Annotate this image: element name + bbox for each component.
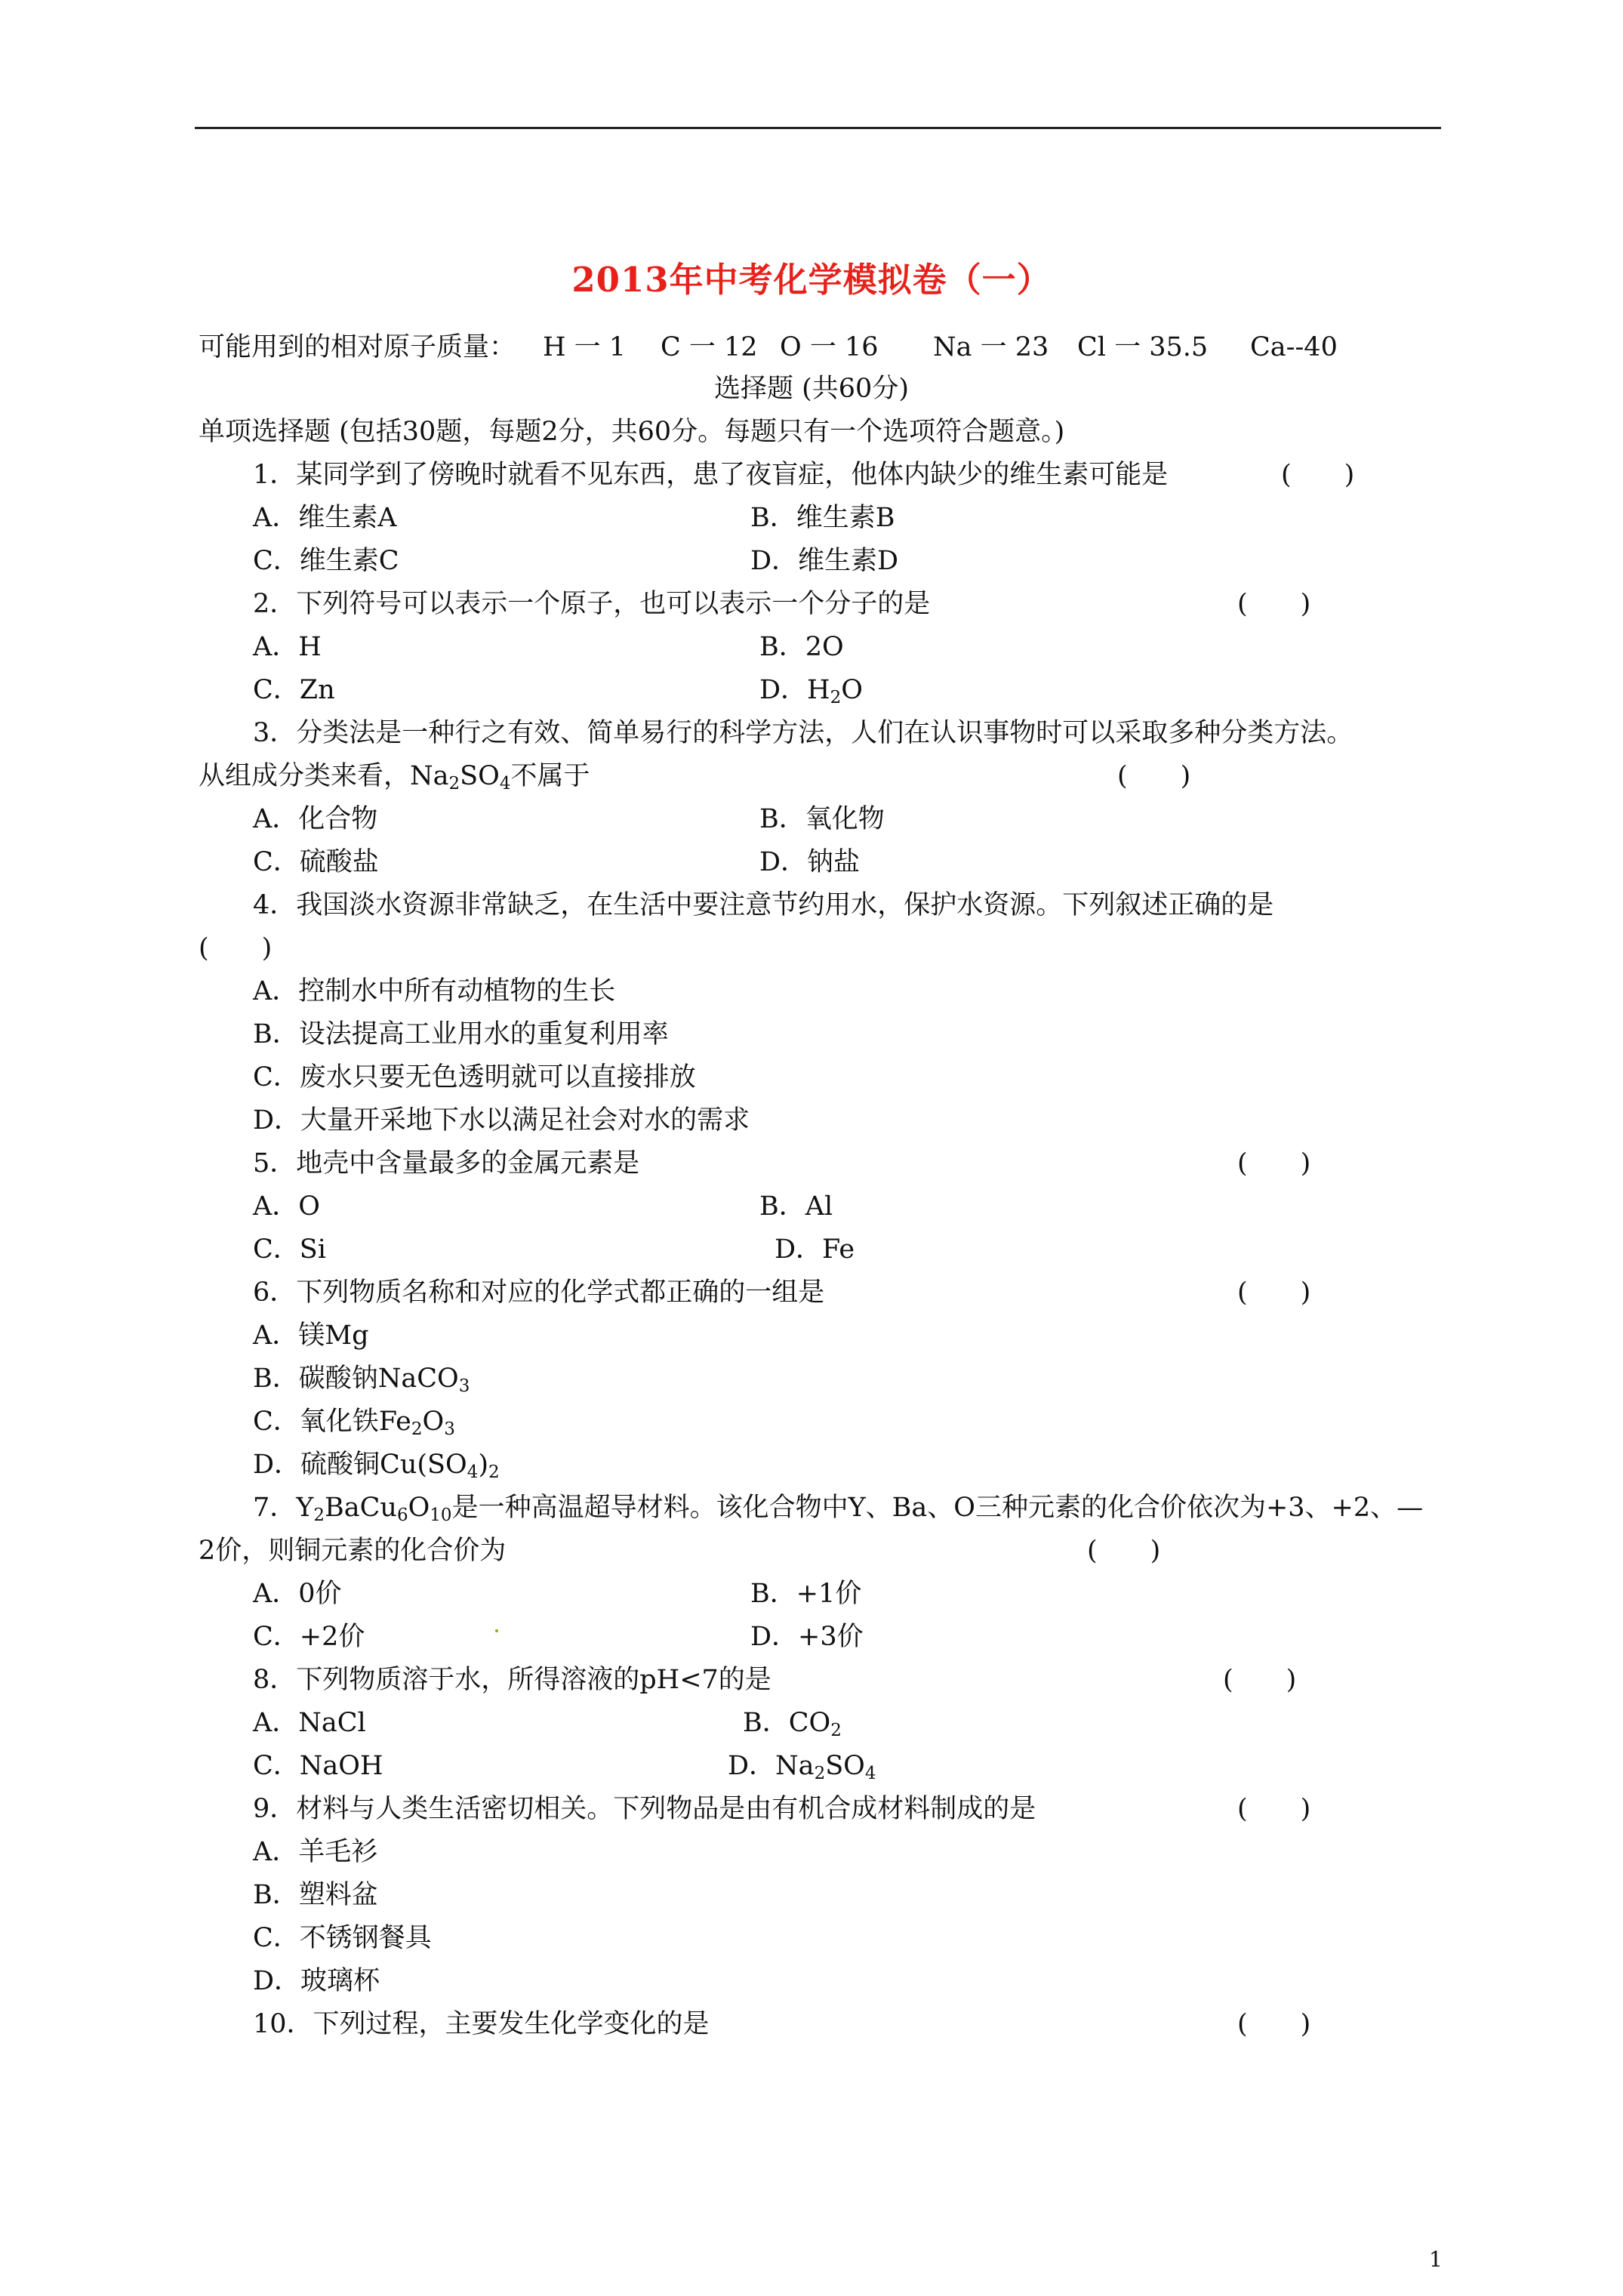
page-number: 1 — [1429, 2247, 1443, 2272]
mass-h: H 一 1 — [543, 332, 627, 362]
q4-option-b: B．设法提高工业用水的重复利用率 — [253, 1019, 669, 1049]
question-4: 4．我国淡水资源非常缺乏，在生活中要注意节约用水，保护水资源。下列叙述正确的是 — [253, 890, 1274, 920]
q3-option-d: D．钠盐 — [759, 847, 861, 877]
instructions: 单项选择题 (包括30题，每题2分，共60分。每题只有一个选项符合题意。) — [199, 417, 1065, 447]
q5-option-c: C．Si — [253, 1234, 326, 1265]
q8-option-b: B．$CO_2$ — [743, 1708, 842, 1740]
q6-option-a: A．镁Mg — [253, 1321, 369, 1351]
question-3-line-2: 从组成分类来看，$Na_2SO_4$不属于 — [199, 761, 590, 794]
mass-ca: Ca--40 — [1250, 332, 1338, 362]
answer-blank-4: ( ) — [199, 933, 273, 963]
q4-option-a: A．控制水中所有动植物的生长 — [253, 976, 616, 1006]
mass-cl: Cl 一 35.5 — [1077, 332, 1209, 362]
question-8: 8．下列物质溶于水，所得溶液的pH<7的是 — [253, 1665, 771, 1695]
q4-option-c: C．废水只要无色透明就可以直接排放 — [253, 1062, 696, 1093]
answer-blank-10: ( ) — [1237, 2009, 1311, 2039]
q7-option-a: A．0价 — [253, 1579, 342, 1609]
answer-blank-1: ( ) — [1281, 460, 1355, 490]
q2-option-c: C．Zn — [253, 675, 335, 705]
question-10: 10．下列过程，主要发生化学变化的是 — [253, 2009, 710, 2039]
q1-option-d: D．维生素D — [750, 546, 899, 576]
q8-option-c: C．NaOH — [253, 1751, 383, 1781]
section-heading: 选择题 (共60分) — [714, 374, 909, 404]
q7-option-d: D．+3价 — [750, 1622, 864, 1652]
mass-o: O 一 16 — [780, 332, 879, 362]
mass-c: C 一 12 — [661, 332, 758, 362]
q7-option-b: B．+1价 — [750, 1579, 862, 1609]
q4-option-d: D．大量开采地下水以满足社会对水的需求 — [253, 1105, 750, 1136]
q9-option-b: B．塑料盆 — [253, 1880, 378, 1910]
q1-option-a: A．维生素A — [253, 503, 397, 533]
q1-option-c: C．维生素C — [253, 546, 399, 576]
answer-blank-9: ( ) — [1237, 1794, 1311, 1824]
q1-option-b: B．维生素B — [750, 503, 895, 533]
q2-option-a: A．H — [253, 632, 322, 662]
q9-option-c: C．不锈钢餐具 — [253, 1923, 432, 1953]
answer-blank-6: ( ) — [1237, 1277, 1311, 1308]
header-rule — [195, 127, 1441, 129]
question-9: 9．材料与人类生活密切相关。下列物品是由有机合成材料制成的是 — [253, 1794, 1036, 1824]
question-6: 6．下列物质名称和对应的化学式都正确的一组是 — [253, 1277, 825, 1308]
question-3: 3．分类法是一种行之有效、简单易行的科学方法，人们在认识事物时可以采取多种分类方法。 — [253, 718, 1354, 748]
question-5: 5．地壳中含量最多的金属元素是 — [253, 1148, 640, 1179]
q5-option-b: B．Al — [759, 1191, 833, 1222]
question-7: 7．$Y_2BaCu_6O_{10}$是一种高温超导材料。该化合物中Y、Ba、O三种元素的化合价依次为+3、+2、— — [253, 1493, 1424, 1525]
question-1: 1．某同学到了傍晚时就看不见东西，患了夜盲症，他体内缺少的维生素可能是 — [253, 460, 1169, 490]
q3-option-a: A．化合物 — [253, 804, 378, 834]
answer-blank-7: ( ) — [1087, 1536, 1161, 1566]
q3-option-b: B．氧化物 — [759, 804, 885, 834]
atomic-masses-label: 可能用到的相对原子质量： — [199, 332, 516, 362]
q8-option-a: A．NaCl — [253, 1708, 366, 1738]
q3-option-c: C．硫酸盐 — [253, 847, 379, 877]
q5-option-a: A．O — [253, 1191, 320, 1222]
q2-option-d: D．$H_2O$ — [759, 675, 863, 707]
q9-option-a: A．羊毛衫 — [253, 1837, 378, 1867]
q6-option-d: D．硫酸铜$Cu(SO_4)_2$ — [253, 1450, 500, 1482]
answer-blank-8: ( ) — [1223, 1665, 1297, 1695]
page-title: 2013年中考化学模拟卷（一） — [571, 260, 1052, 300]
q5-option-d: D．Fe — [775, 1234, 855, 1265]
q2-option-b: B．2O — [759, 632, 844, 662]
answer-blank-2: ( ) — [1237, 589, 1311, 619]
question-7-line-2: 2价，则铜元素的化合价为 — [199, 1536, 507, 1566]
q8-option-d: D．$Na_2SO_4$ — [728, 1751, 876, 1783]
answer-blank-5: ( ) — [1237, 1148, 1311, 1179]
stray-dot — [495, 1629, 498, 1632]
q7-option-c: C．+2价 — [253, 1622, 365, 1652]
q6-option-b: B．碳酸钠NaCO$_3$ — [253, 1364, 470, 1396]
question-2: 2．下列符号可以表示一个原子，也可以表示一个分子的是 — [253, 589, 931, 619]
answer-blank-3: ( ) — [1117, 761, 1191, 791]
mass-na: Na 一 23 — [933, 332, 1049, 362]
q6-option-c: C．氧化铁$Fe_2O_3$ — [253, 1407, 455, 1439]
q9-option-d: D．玻璃杯 — [253, 1966, 380, 1996]
